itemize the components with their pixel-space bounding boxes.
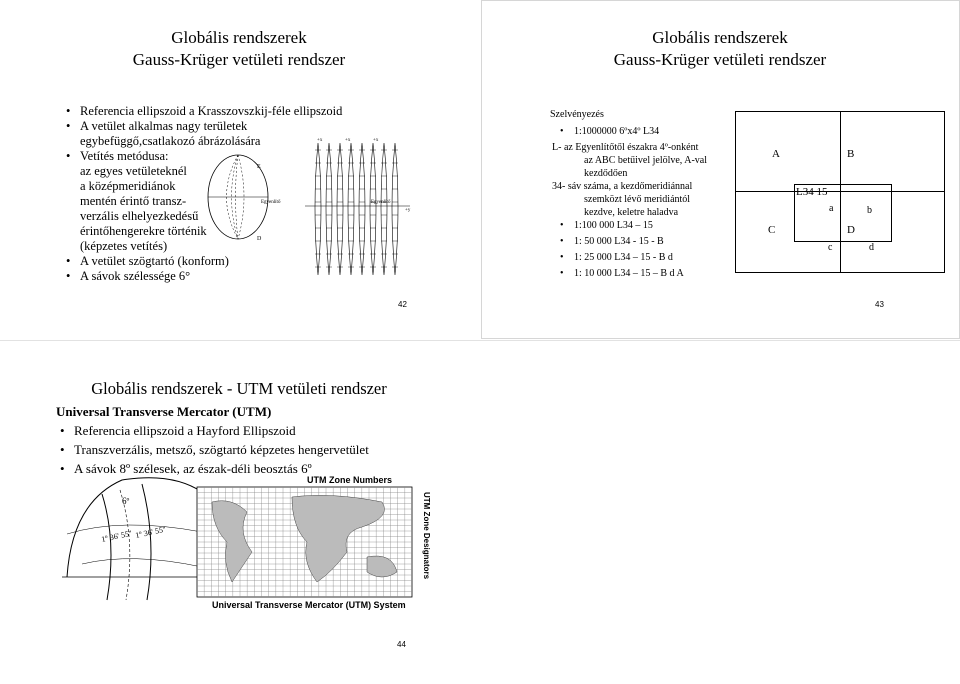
bullet-line: • Referencia ellipszoid a Hayford Ellipszoid [74, 421, 434, 440]
map-title: UTM Zone Numbers [307, 475, 393, 485]
label-e: E [257, 164, 261, 170]
slide-44 [0, 342, 478, 684]
sheet-line: • 1: 50 000 L34 - 15 - B [574, 235, 774, 248]
page-number: 43 [875, 300, 884, 309]
sheet-line: szemközt lévő meridiántól [584, 194, 691, 205]
bullet-line: • A vetület szögtartó (konform) [80, 254, 380, 269]
page-divider [0, 340, 960, 341]
sheet-line: • 1: 25 000 L34 – 15 - B d [574, 251, 774, 264]
label-x1: +x [317, 138, 323, 143]
utm-world-map [197, 487, 412, 597]
sheet-line: az ABC betűivel jelölve, A-val [584, 155, 708, 166]
grid-label-b: b [867, 205, 872, 216]
label-equator-1: Egyenlítő [261, 200, 281, 205]
grid-label-c: c [828, 242, 833, 253]
grid-label-center: L34 15 [796, 186, 828, 198]
bullet-line: egybefüggő,csatlakozó ábrázolására [80, 134, 261, 148]
grid-label-C: C [768, 224, 776, 236]
utm-zone-figure [62, 472, 442, 612]
title-line: Gauss-Krüger vetületi rendszer [613, 50, 827, 69]
page-number: 42 [398, 300, 407, 309]
globe-label-2: 1º 36' 55" [134, 524, 167, 540]
slide-42-title [0, 27, 478, 71]
slide-43-title [482, 27, 958, 71]
bullet-line: verzális elhelyezkedésű [80, 209, 199, 223]
title-line: Globális rendszerek [171, 28, 307, 47]
bullet-line: • A vetület alkalmas nagy területek [80, 119, 380, 134]
sheet-line: • 1:100 000 L34 – 15 [574, 219, 774, 232]
label-equator-2: Egyenlítő [371, 200, 391, 205]
map-caption: Universal Transverse Mercator (UTM) System [212, 600, 406, 610]
title-line: Gauss-Krüger vetületi rendszer [132, 50, 346, 69]
slide-44-bullets [74, 421, 434, 478]
sheet-line: kezdve, keletre haladva [584, 207, 679, 218]
grid-label-B: B [847, 148, 855, 160]
zone-designators-label: UTM Zone Designators [422, 492, 431, 580]
slide-44-subtitle: Universal Transverse Mercator (UTM) [56, 404, 272, 419]
szelvenyezes-heading: Szelvényezés [550, 109, 604, 120]
sheet-line: • 1:1000000 6ºx4º L34 [574, 125, 774, 138]
sheet-line: kezdődően [584, 168, 628, 179]
grid-label-a: a [829, 203, 834, 214]
bullet-line: (képzetes vetítés) [80, 239, 168, 253]
bullet-line: • A sávok 8º szélesek, az észak-déli beosztás 6º [74, 459, 434, 478]
sheet-line: L- az Egyenlítőtől északra 4º-onként [552, 142, 699, 153]
grid-label-D: D [847, 224, 855, 236]
bullet-line: • Referencia ellipszoid a Krasszovszkij-féle ellipszoid [80, 104, 380, 119]
sheet-index-grid [735, 111, 945, 273]
bullet-line: • Vetítés metódusa: [80, 149, 380, 164]
label-x2: +x [345, 138, 351, 143]
grid-label-d: d [869, 242, 874, 253]
page-number: 44 [397, 640, 406, 649]
slide-42 [0, 0, 478, 338]
projection-zones [315, 143, 398, 275]
label-y: +y [405, 208, 411, 213]
bullet-line: az egyes vetületeknél [80, 164, 187, 178]
sheet-line: • 1: 10 000 L34 – 15 – B d A [574, 267, 774, 280]
title-line: Globális rendszerek [652, 28, 788, 47]
globe-label-6deg: 6º [122, 496, 130, 506]
sheet-line: 34- sáv száma, a kezdőmeridiánnal [552, 181, 693, 192]
bullet-line: érintőhengerekre történik [80, 224, 207, 238]
gauss-kruger-projection-figure [205, 135, 420, 285]
bullet-line: • A sávok szélessége 6° [80, 269, 380, 284]
slide-44-title: Globális rendszerek - UTM vetületi rendszer [91, 379, 387, 398]
slide-43 [482, 1, 958, 337]
bullet-line: a középmeridiánok [80, 179, 176, 193]
label-x3: +x [373, 138, 379, 143]
bullet-line: mentén érintő transz- [80, 194, 187, 208]
grid-label-A: A [772, 148, 780, 160]
bullet-line: • Transzverzális, metsző, szögtartó képzetes hengervetület [74, 440, 434, 459]
label-d: D [257, 236, 262, 242]
globe-label-1: 1º 36' 55" [100, 528, 133, 544]
